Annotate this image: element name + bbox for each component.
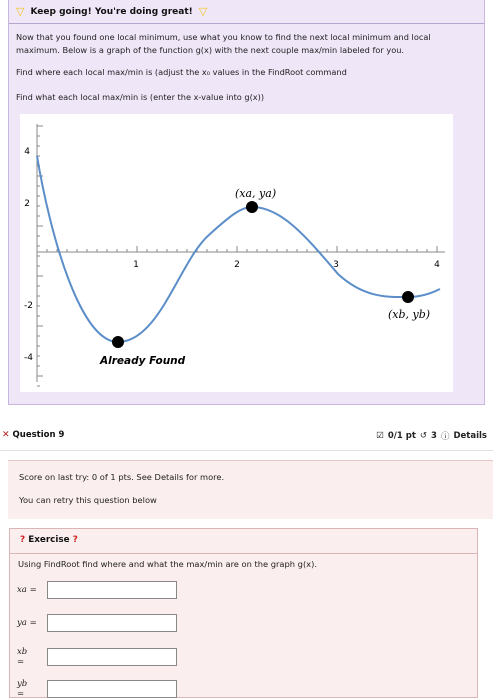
x-tick-2: 2	[234, 260, 240, 270]
question-meta	[376, 430, 487, 442]
xb-input[interactable]	[47, 648, 177, 666]
question-label: Question 9	[12, 430, 65, 440]
field-row-xb	[17, 647, 177, 667]
hint-header	[16, 6, 207, 17]
score-summary: Score on last try: 0 of 1 pts. See Details for more.	[19, 472, 225, 482]
hint-text-where: Find where each local max/min is (adjust the x₀ values in the FindRoot command	[16, 67, 347, 77]
question-header	[0, 420, 493, 451]
details-link[interactable]: Details	[453, 431, 487, 441]
x-tick-1: 1	[133, 260, 139, 270]
checkbox-icon: ☑	[376, 431, 384, 441]
field-row-xa	[17, 581, 177, 599]
exercise-header	[20, 535, 78, 545]
exercise-title: Exercise	[28, 535, 70, 545]
hint-text-intro: Now that you found one local minimum, use what you know to find the next local minimum and local maximum. Below is a graph of the function g(x) with the next couple max/min labeled for you.	[16, 32, 431, 55]
y-tick-neg4: -4	[24, 353, 33, 363]
label-local-min: (xb, yb)	[388, 308, 431, 321]
local-minimum-point	[402, 291, 414, 303]
lightbulb-icon: ▽	[16, 5, 25, 18]
y-tick-2: 2	[24, 199, 30, 209]
hint-panel	[8, 0, 485, 405]
field-row-yb	[17, 679, 177, 699]
hint-divider	[9, 23, 484, 24]
points-label: 0/1 pt	[387, 431, 416, 441]
lightbulb-icon-right: ▽	[198, 5, 208, 18]
x-tick-3: 3	[333, 260, 339, 270]
info-icon[interactable]: ⓘ	[440, 432, 450, 442]
xa-input[interactable]	[47, 581, 177, 599]
label-local-max: (xa, ya)	[235, 187, 277, 200]
question-title	[2, 430, 64, 440]
yb-input[interactable]	[47, 680, 177, 698]
found-minimum-point	[112, 336, 124, 348]
question-mark-icon-right: ?	[72, 535, 78, 545]
axis-ticks	[37, 126, 437, 386]
exercise-instructions: Using FindRoot find where and what the max/min are on the graph g(x).	[18, 559, 317, 569]
attempts-count: 3	[431, 431, 437, 441]
ya-input[interactable]	[47, 614, 177, 632]
label-already-found: Already Found	[100, 355, 186, 367]
hint-text-what: Find what each local max/min is (enter the x-value into g(x))	[16, 92, 265, 102]
exercise-box	[9, 528, 478, 698]
field-row-ya	[17, 614, 177, 632]
field-label-yb: yb =	[17, 679, 28, 699]
score-box	[8, 460, 493, 519]
question-mark-icon: ?	[20, 535, 26, 545]
retry-icon: ↺	[419, 431, 428, 441]
function-graph	[20, 114, 453, 392]
x-tick-4: 4	[434, 260, 440, 270]
incorrect-x-icon: ✕	[2, 430, 10, 440]
graph-svg	[20, 114, 453, 392]
local-maximum-point	[246, 201, 258, 213]
y-tick-neg2: -2	[24, 301, 33, 311]
y-tick-4: 4	[24, 147, 30, 157]
field-label-xa: xa =	[17, 585, 37, 595]
field-label-ya: ya =	[17, 618, 37, 628]
retry-note: You can retry this question below	[19, 495, 157, 505]
hint-title: Keep going! You're doing great!	[30, 6, 193, 17]
field-label-xb: xb =	[17, 647, 28, 667]
exercise-divider	[10, 553, 477, 554]
